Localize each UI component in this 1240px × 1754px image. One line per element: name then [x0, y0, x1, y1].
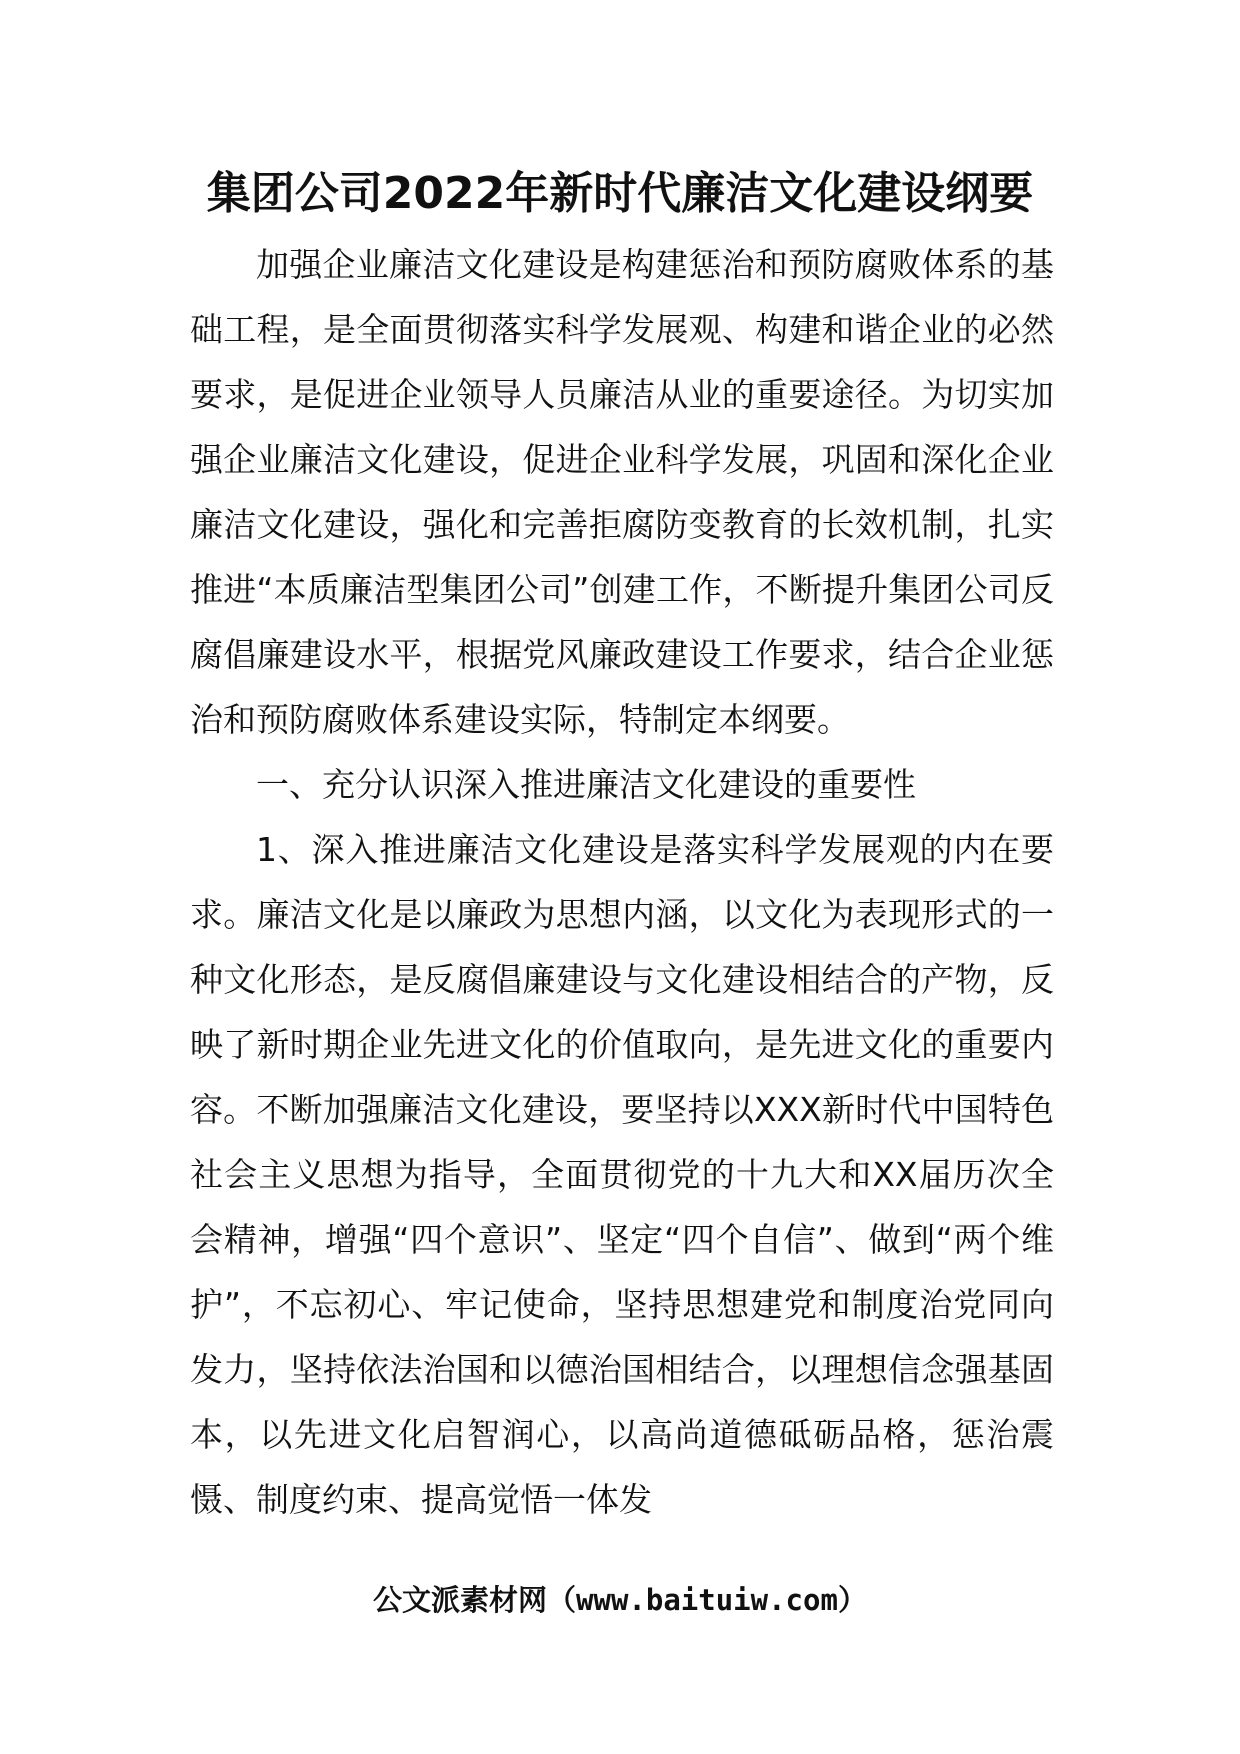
paragraph-intro: 加强企业廉洁文化建设是构建惩治和预防腐败体系的基础工程，是全面贯彻落实科学发展观、构建和谐企业的必然要求，是促进企业领导人员廉洁从业的重要途径。为切实加强企业廉洁文化建设，促进企业科学发展，巩固和深化企业廉洁文化建设，强化和完善拒腐防变教育的长效机制，扎实推进“本质廉洁型集团公司”创建工作，不断提升集团公司反腐倡廉建设水平，根据党风廉政建设工作要求，结合企业惩治和预防腐败体系建设实际，特制定本纲要。 [190, 245, 1054, 739]
footer-url: （www.baituiw.com） [547, 1583, 867, 1617]
document-body [190, 232, 1054, 1532]
watermark-footer [0, 1580, 1240, 1620]
paragraph-1: 1、深入推进廉洁文化建设是落实科学发展观的内在要求。廉洁文化是以廉政为思想内涵，以文化为表现形式的一种文化形态，是反腐倡廉建设与文化建设相结合的产物，反映了新时期企业先进文化的价值取向，是先进文化的重要内容。不断加强廉洁文化建设，要坚持以XXX新时代中国特色社会主义思想为指导，全面贯彻党的十九大和XX届历次全会精神，增强“四个意识”、坚定“四个自信”、做到“两个维护”，不忘初心、牢记使命，坚持思想建党和制度治党同向发力，坚持依法治国和以德治国相结合，以理想信念强基固本，以先进文化启智润心，以高尚道德砥砺品格，惩治震慑、制度约束、提高觉悟一体发 [190, 830, 1054, 1519]
document-title: 集团公司2022年新时代廉洁文化建设纲要 [206, 168, 1034, 219]
section-heading-1: 一、充分认识深入推进廉洁文化建设的重要性 [256, 765, 916, 804]
footer-site-name: 公文派素材网 [373, 1583, 548, 1617]
